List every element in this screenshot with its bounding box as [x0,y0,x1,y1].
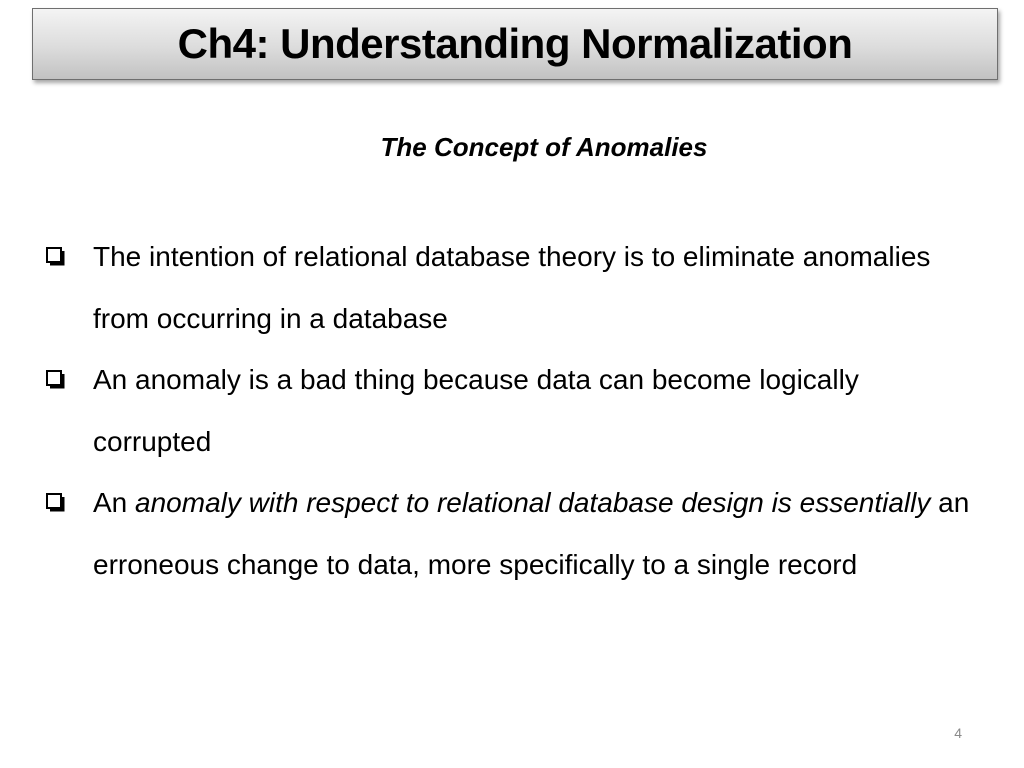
page-number: 4 [954,725,962,741]
checkbox-square-icon [46,247,66,267]
bullet-text-suffix: an erroneous change to data, more specifically to a single record [93,487,970,580]
checkbox-square-icon [46,370,66,390]
bullet-item [44,472,974,595]
checkbox-square-icon [46,493,66,513]
slide-subtitle: The Concept of Anomalies [380,132,708,162]
bullet-text: An anomaly is a bad thing because data can become logically corrupted [93,364,859,457]
bullet-item [44,226,974,349]
bullet-text-italic: anomaly with respect to relational database design is essentially [135,487,931,518]
bullet-item [44,349,974,472]
bullet-text: The intention of relational database theory is to eliminate anomalies from occurring in a database [93,241,931,334]
bullet-text-prefix: An [93,487,136,518]
title-bar [32,8,998,80]
slide-title: Ch4: Understanding Normalization [177,20,853,67]
bullet-list [44,226,974,595]
